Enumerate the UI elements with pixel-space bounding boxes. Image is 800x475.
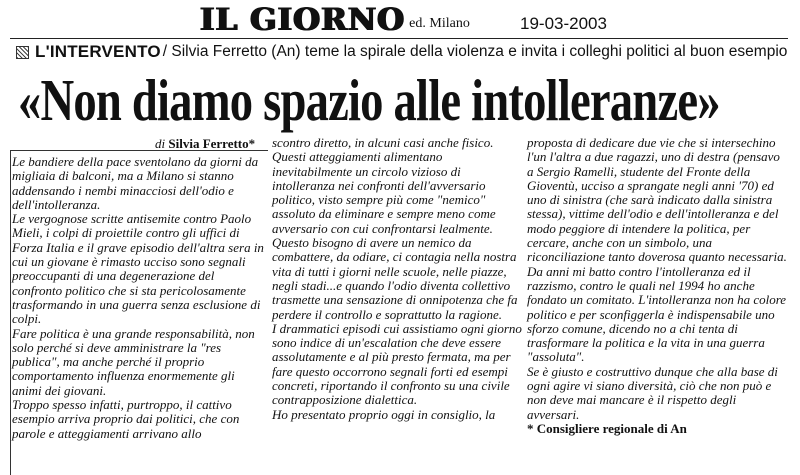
- newspaper-name: IL GIORNO: [200, 2, 406, 38]
- kicker: [16, 42, 787, 62]
- byline: [155, 136, 255, 152]
- paragraph: Da anni mi batto contro l'intolleranza ed il razzismo, contro le quali nel 1994 ho anche fondato un comitato. L'intolleranza non ha colore politico e per sconfiggerla è indispensabile uno sforzo comune, dicendo no a chi tenta di trasformare la politica e la vita in una guerra "assoluta".: [527, 263, 787, 365]
- section-square-icon: [16, 46, 29, 59]
- column-frame-left: [10, 150, 11, 475]
- headline: «Non diamo spazio alle intolleranze»: [18, 67, 720, 133]
- paragraph: Le vergognose scritte antisemite contro Paolo Mieli, i colpi di proiettile contro gli uffici di Forza Italia e il grave episodio dell'altra sera in cui un giovane è rimasto ucciso sono segnali preoccupanti di una degenerazione del confronto politico che si sta pericolosamente trasformando in una guerra senza esclusione di colpi.: [12, 211, 264, 327]
- paragraph: proposta di dedicare due vie che si intersechino l'un l'altra a due ragazzi, uno di destra (pensavo a Sergio Ramelli, studente del Fronte della Gioventù, ucciso a sprangate negli anni '70) ed uno di sinistra (che sarà indicato dalla sinistra stessa), vittime dell'odio e dell'intolleranza e del modo peggiore di intendere la politica, per cercare, anche con un simbolo, una riconciliazione tanto doverosa quanto necessaria.: [527, 135, 787, 265]
- subheadline: / Silvia Ferretto (An) teme la spirale della violenza e invita i colleghi politici al buon esempio: [162, 43, 788, 60]
- author-signature: * Consigliere regionale di An: [527, 420, 687, 436]
- byline-author: Silvia Ferretto*: [168, 136, 256, 151]
- paragraph: I drammatici episodi cui assistiamo ogni giorno sono indice di un'escalation che deve essere assolutamente e al più presto fermata, ma per fare questo occorrono segnali forti ed esempi concreti, riportando il confronto su una civile contrapposizione dialettica.: [272, 320, 522, 408]
- publication-date: 19-03-2003: [520, 14, 607, 33]
- paragraph: Ho presentato proprio oggi in consiglio, la: [272, 406, 496, 422]
- paragraph: Fare politica è una grande responsabilità, non solo perché si deve amministrare la "res publica", ma anche perché il proprio comportamento influenza enormemente gli animi dei giovani.: [12, 325, 255, 398]
- paragraph: Le bandiere della pace sventolano da giorni da migliaia di balconi, ma a Milano si stanno addensando i nembi minacciosi dell'odio e dell'intolleranza.: [12, 154, 259, 212]
- paragraph: Troppo spesso infatti, purtroppo, il cattivo esempio arriva proprio dai politici, che con parole e atteggiamenti arrivano allo: [12, 397, 240, 441]
- byline-prefix: di: [155, 136, 169, 151]
- text-column-1: [12, 155, 267, 441]
- text-column-2: [272, 136, 522, 422]
- edition-label: ed. Milano: [409, 16, 470, 31]
- section-rubric: L'INTERVENTO: [35, 42, 161, 61]
- text-column-3: [527, 136, 789, 436]
- masthead: [200, 2, 470, 36]
- paragraph: Se è giusto e costruttivo dunque che alla base di ogni agire vi siano diversità, ciò che non può e non deve mai mancare è il rispetto degli avversari.: [527, 363, 778, 422]
- paragraph: scontro diretto, in alcuni casi anche fisico. Questi atteggiamenti alimentano inevitabilmente un circolo vizioso di intolleranza nei confronti dell'avversario politico, visto sempre più come "nemico" assoluto da eliminare e sempre meno come avversario con cui confrontarsi lealmente. Questo bisogno di avere un nemico da combattere, da odiare, ci contagia nella nostra vita di tutti i giorni nelle scuole, nelle piazze, negli stadi...e quando l'odio diventa collettivo trasmette una sensazione di onnipotenza che fa perdere il controllo e soprattutto la ragione.: [272, 135, 518, 322]
- header-rule: [10, 38, 788, 39]
